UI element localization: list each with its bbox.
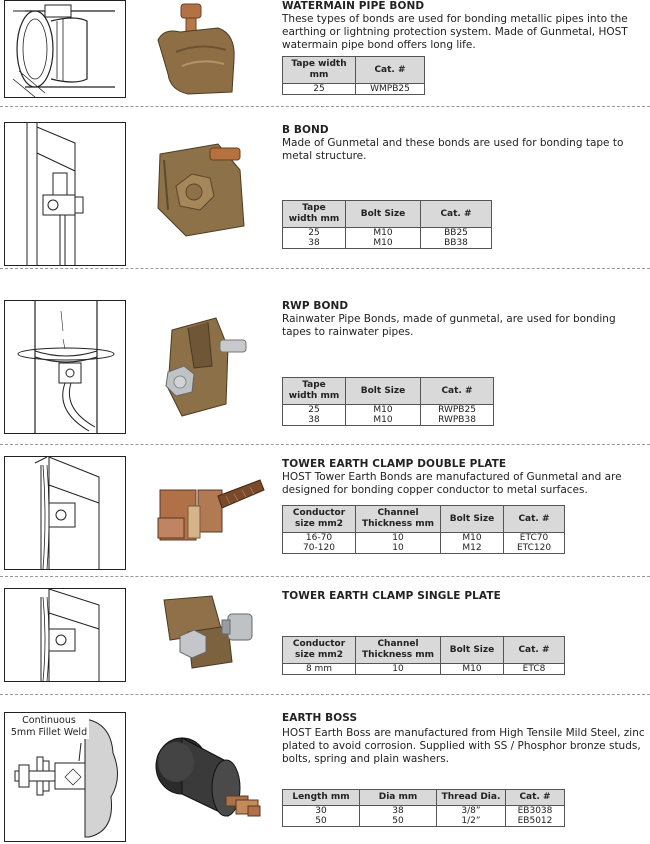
section-description: Made of Gunmetal and these bonds are used for bonding tape to metal structure. <box>282 137 624 162</box>
table-header: Bolt Size <box>346 201 421 228</box>
section-title: B BOND <box>282 124 329 136</box>
table-header: Tape width mm <box>283 378 346 405</box>
b-bond-diagram <box>4 122 126 266</box>
spec-table <box>282 636 565 675</box>
spec-table <box>282 200 492 249</box>
table-header: Bolt Size <box>441 506 504 533</box>
section-title: EARTH BOSS <box>282 712 358 724</box>
table-cell: 8 mm <box>283 664 356 675</box>
earth-boss-photo <box>148 724 268 834</box>
table-cell: 38 <box>283 415 346 426</box>
table-row <box>283 415 494 426</box>
table-cell: 50 <box>360 816 437 827</box>
table-cell: M10 <box>346 405 421 416</box>
table-cell: M10 <box>346 415 421 426</box>
table-row <box>283 84 425 95</box>
table-row <box>283 238 492 249</box>
section-description: HOST Tower Earth Bonds are manufactured of Gunmetal and are designed for bonding copper conductor to metal surfaces. <box>282 471 622 496</box>
table-cell: 30 <box>283 806 360 817</box>
earth-boss-diagram <box>4 712 126 842</box>
b-bond-photo <box>148 130 258 240</box>
table-header: Cat. # <box>504 506 565 533</box>
table-header: Cat. # <box>421 378 494 405</box>
table-header: Dia mm <box>360 790 437 806</box>
watermain-pipe-bond-photo <box>148 0 258 96</box>
table-cell: ETC8 <box>504 664 565 675</box>
section-description: These types of bonds are used for bonding metallic pipes into the earthing or lightning protection system. Made of Gunmetal, HOST watermain pipe bond offers long life. <box>282 13 628 51</box>
section-divider <box>0 268 650 269</box>
section-title: TOWER EARTH CLAMP SINGLE PLATE <box>282 590 501 602</box>
table-header: Bolt Size <box>441 637 504 664</box>
table-header: Cat. # <box>506 790 565 806</box>
table-cell: ETC120 <box>504 543 565 554</box>
section-title: TOWER EARTH CLAMP DOUBLE PLATE <box>282 458 507 470</box>
watermain-pipe-diagram <box>4 0 126 98</box>
spec-table <box>282 377 494 426</box>
table-cell: 10 <box>356 664 441 675</box>
table-header: Conductor size mm2 <box>283 637 356 664</box>
table-cell: 16-70 <box>283 533 356 544</box>
tower-clamp-single-photo <box>148 592 268 676</box>
section-description: HOST Earth Boss are manufactured from High Tensile Mild Steel, zinc plated to avoid corrosion. Supplied with SS / Phosphor bronze studs, bolts, spring and plain washers. <box>282 727 645 765</box>
diagram-callout <box>9 715 89 739</box>
table-header: Tape width mm <box>283 57 356 84</box>
section-description: Rainwater Pipe Bonds, made of gunmetal, are used for bonding tapes to rainwater pipes. <box>282 313 616 338</box>
table-cell: M10 <box>441 664 504 675</box>
table-header: Cat. # <box>421 201 492 228</box>
table-cell: RWPB25 <box>421 405 494 416</box>
table-cell: M12 <box>441 543 504 554</box>
tower-clamp-double-photo <box>148 466 268 556</box>
spec-table <box>282 56 425 95</box>
section-title: WATERMAIN PIPE BOND <box>282 0 425 12</box>
table-cell: 38 <box>283 238 346 249</box>
table-cell: M10 <box>346 238 421 249</box>
section-title: RWP BOND <box>282 300 349 312</box>
table-cell: 25 <box>283 228 346 239</box>
table-header: Channel Thickness mm <box>356 637 441 664</box>
table-cell: EB3038 <box>506 806 565 817</box>
section-divider <box>0 576 650 577</box>
table-cell: WMPB25 <box>356 84 425 95</box>
callout-line: Continuous <box>22 715 76 726</box>
tower-clamp-double-diagram <box>4 456 126 570</box>
section-divider <box>0 694 650 695</box>
table-row <box>283 405 494 416</box>
table-header: Tape width mm <box>283 201 346 228</box>
table-row <box>283 806 565 817</box>
callout-line: 5mm Fillet Weld <box>10 727 88 738</box>
table-cell: BB38 <box>421 238 492 249</box>
section-divider <box>0 106 650 107</box>
table-cell: EB5012 <box>506 816 565 827</box>
table-header: Bolt Size <box>346 378 421 405</box>
spec-table <box>282 789 565 827</box>
table-header: Thread Dia. <box>437 790 506 806</box>
table-header: Conductor size mm2 <box>283 506 356 533</box>
table-header: Cat. # <box>356 57 425 84</box>
table-cell: 3/8” <box>437 806 506 817</box>
table-row <box>283 543 565 554</box>
section-divider <box>0 444 650 445</box>
table-cell: 38 <box>360 806 437 817</box>
table-cell: 50 <box>283 816 360 827</box>
rwp-bond-diagram <box>4 300 126 434</box>
table-header: Channel Thickness mm <box>356 506 441 533</box>
table-header: Cat. # <box>504 637 565 664</box>
table-cell: 1/2” <box>437 816 506 827</box>
table-cell: 10 <box>356 533 441 544</box>
table-cell: 25 <box>283 84 356 95</box>
table-cell: M10 <box>441 533 504 544</box>
table-cell: 70-120 <box>283 543 356 554</box>
table-cell: BB25 <box>421 228 492 239</box>
table-row <box>283 533 565 544</box>
table-cell: 25 <box>283 405 346 416</box>
table-header: Length mm <box>283 790 360 806</box>
spec-table <box>282 505 565 554</box>
table-row <box>283 228 492 239</box>
table-row <box>283 664 565 675</box>
table-cell: 10 <box>356 543 441 554</box>
table-cell: RWPB38 <box>421 415 494 426</box>
table-row <box>283 816 565 827</box>
table-cell: M10 <box>346 228 421 239</box>
rwp-bond-photo <box>148 308 258 428</box>
tower-clamp-single-diagram <box>4 588 126 682</box>
table-cell: ETC70 <box>504 533 565 544</box>
